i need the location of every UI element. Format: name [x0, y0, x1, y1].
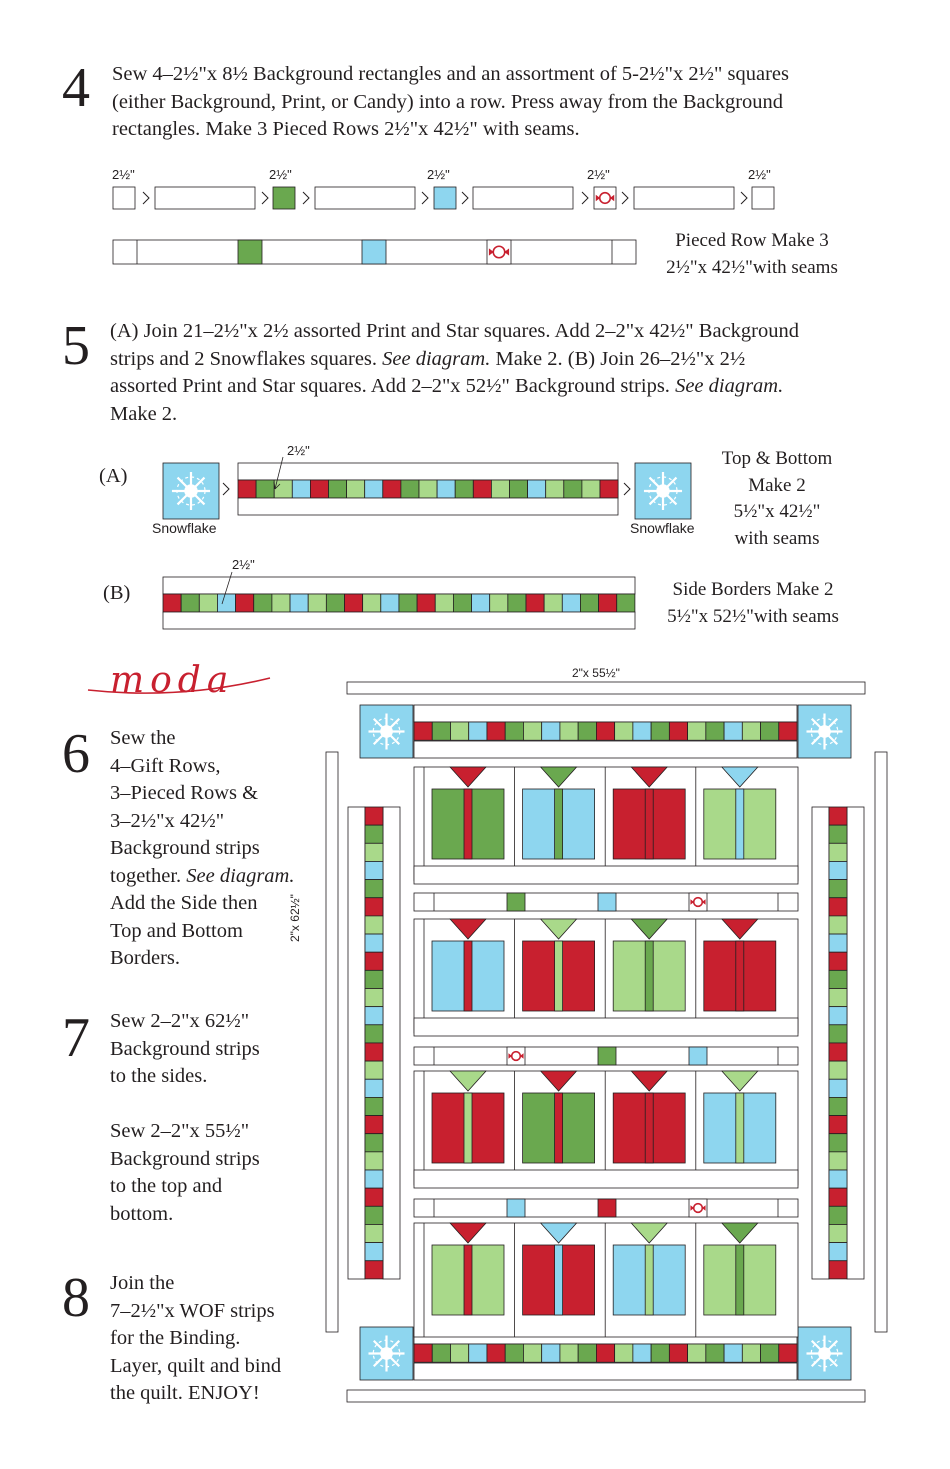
side-border-square	[365, 1152, 383, 1170]
strip-square	[542, 1344, 560, 1362]
snowflake-label-right: Snowflake	[630, 520, 695, 536]
strip-square	[469, 1344, 487, 1362]
step5-caption-b: Side Borders Make 2 5½"x 52½"with seams	[667, 579, 839, 627]
side-border-square	[829, 1043, 847, 1061]
strip-square	[399, 594, 417, 612]
square-background	[113, 187, 135, 209]
strip-square	[365, 480, 383, 498]
side-border-square	[829, 1079, 847, 1097]
strip-square	[469, 722, 487, 740]
strip-square	[542, 722, 560, 740]
strip-square	[181, 594, 199, 612]
snowflake-center-icon	[818, 1347, 831, 1360]
strip-square	[401, 480, 419, 498]
strip-square	[580, 594, 598, 612]
strip-square	[450, 1344, 468, 1362]
side-border-square	[365, 1116, 383, 1134]
side-border-square	[365, 934, 383, 952]
side-border-square	[829, 1243, 847, 1261]
side-border-square	[829, 952, 847, 970]
side-border-square	[829, 1261, 847, 1279]
step-8-number: 8	[62, 1267, 90, 1329]
step-7-instructions: Sew 2–2"x 62½" Background strips to the sides. Sew 2–2"x 55½" Background strips to the top and bottom.	[110, 1010, 260, 1225]
side-border-square	[829, 916, 847, 934]
strip-square	[617, 594, 635, 612]
strip-square	[329, 480, 347, 498]
strip-square	[688, 722, 706, 740]
side-border-square	[365, 880, 383, 898]
strip-square	[761, 722, 779, 740]
strip-square	[526, 594, 544, 612]
gift-ribbon	[645, 789, 653, 859]
strip-square	[564, 480, 582, 498]
arrow-icon	[303, 192, 309, 204]
side-border-bg	[348, 807, 365, 1279]
strip-square	[544, 594, 562, 612]
side-border-square	[829, 898, 847, 916]
step4-caption: Pieced Row Make 3 2½"x 42½"with seams	[666, 230, 838, 278]
strip-square	[199, 594, 217, 612]
strip-square	[560, 1344, 578, 1362]
strip-square	[706, 1344, 724, 1362]
arrow-icon	[422, 192, 428, 204]
side-border-bg	[847, 807, 864, 1279]
strip-square	[562, 594, 580, 612]
background-strip-top	[163, 577, 635, 594]
candy-icon	[512, 1052, 521, 1061]
gift-ribbon	[645, 1093, 653, 1163]
strip-square	[742, 1344, 760, 1362]
strip-square	[615, 1344, 633, 1362]
strip-square	[706, 722, 724, 740]
rect-background	[315, 187, 415, 209]
step-6-number: 6	[62, 723, 90, 785]
strip-square	[453, 594, 471, 612]
side-border-square	[365, 1097, 383, 1115]
strip-square	[599, 594, 617, 612]
border-strip-right	[875, 752, 887, 1332]
candy-icon	[600, 193, 611, 204]
border-strip-left	[326, 752, 338, 1332]
strip-square	[326, 594, 344, 612]
gift-ribbon	[555, 789, 563, 859]
strip-square	[417, 594, 435, 612]
arrow-icon	[223, 483, 229, 495]
side-border-square	[829, 934, 847, 952]
strip-square	[383, 480, 401, 498]
square	[507, 893, 525, 911]
square	[598, 1199, 616, 1217]
strip-square	[236, 594, 254, 612]
step4-square-label: 2½"	[427, 167, 450, 182]
step-8-instructions: Join the 7–2½"x WOF strips for the Binding. Layer, quilt and bind the quilt. ENJOY!	[110, 1272, 282, 1404]
rect-background	[634, 187, 734, 209]
strip-square	[633, 722, 651, 740]
step5-b-label: (B)	[103, 582, 131, 604]
strip-square	[633, 1344, 651, 1362]
strip-square	[450, 722, 468, 740]
gift-ribbon	[645, 941, 653, 1011]
side-border-square	[829, 1152, 847, 1170]
step-5-number: 5	[62, 315, 90, 377]
strip-square	[546, 480, 564, 498]
strip-square	[578, 1344, 596, 1362]
strip-square	[487, 722, 505, 740]
gift-ribbon	[464, 941, 472, 1011]
step-4-line: rectangles. Make 3 Pieced Rows 2½"x 42½" with seams.	[112, 118, 580, 140]
snowflake-center-icon	[380, 725, 393, 738]
strip-square	[523, 722, 541, 740]
strip-square	[651, 722, 669, 740]
strip-square	[505, 1344, 523, 1362]
strip-square	[487, 1344, 505, 1362]
gift-ribbon	[736, 941, 744, 1011]
strip-square	[432, 1344, 450, 1362]
side-border-square	[365, 1025, 383, 1043]
square	[362, 240, 386, 264]
side-border-square	[365, 1061, 383, 1079]
candy-icon	[493, 246, 505, 258]
side-border-square	[365, 861, 383, 879]
candy-icon	[694, 898, 703, 907]
arrow-icon	[462, 192, 468, 204]
strip-square	[578, 722, 596, 740]
gift-ribbon	[464, 1093, 472, 1163]
square-print	[273, 187, 295, 209]
side-border-bg	[383, 807, 400, 1279]
strip-square	[669, 722, 687, 740]
strip-square	[455, 480, 473, 498]
strip-square	[414, 1344, 432, 1362]
side-border-square	[365, 1206, 383, 1224]
strip-square	[256, 480, 274, 498]
step4-square-label: 2½"	[112, 167, 135, 182]
strip-square	[491, 480, 509, 498]
snowflake-center-icon	[656, 484, 669, 497]
gift-ribbon	[645, 1245, 653, 1315]
strip-square	[508, 594, 526, 612]
step-4-line: Sew 4–2½"x 8½ Background rectangles and an assortment of 5-2½"x 2½" squares	[112, 63, 789, 85]
step5-b-square-label: 2½"	[232, 557, 255, 572]
side-border-square	[829, 880, 847, 898]
side-border-square	[829, 807, 847, 825]
gift-ribbon	[555, 1093, 563, 1163]
strip-square	[528, 480, 546, 498]
snowflake-center-icon	[184, 484, 197, 497]
step5-caption-a: Top & Bottom Make 2 5½"x 42½" with seams	[721, 448, 833, 549]
arrow-icon	[143, 192, 149, 204]
strip-square	[435, 594, 453, 612]
rect-background	[155, 187, 255, 209]
gift-ribbon	[464, 1245, 472, 1315]
border-background	[414, 741, 797, 758]
side-border-square	[365, 825, 383, 843]
sashing-strip	[414, 1018, 798, 1036]
side-border-square	[829, 1007, 847, 1025]
candy-icon	[694, 1204, 703, 1213]
side-border-square	[365, 1043, 383, 1061]
side-border-square	[365, 843, 383, 861]
side-border-square	[829, 1206, 847, 1224]
strip-square	[724, 722, 742, 740]
border-strip-bottom	[347, 1390, 865, 1402]
background-strip-top	[238, 463, 618, 480]
strip-square	[688, 1344, 706, 1362]
strip-square	[651, 1344, 669, 1362]
strip-square	[596, 1344, 614, 1362]
side-border-square	[365, 970, 383, 988]
gift-ribbon	[464, 789, 472, 859]
step4-square-label: 2½"	[269, 167, 292, 182]
side-border-bg	[812, 807, 829, 1279]
side-border-square	[365, 1079, 383, 1097]
square	[689, 1047, 707, 1065]
side-border-square	[829, 1116, 847, 1134]
square	[507, 1199, 525, 1217]
strip-square	[347, 480, 365, 498]
square-print	[434, 187, 456, 209]
side-border-square	[829, 1061, 847, 1079]
strip-square	[381, 594, 399, 612]
strip-square	[217, 594, 235, 612]
strip-square	[742, 722, 760, 740]
side-border-square	[829, 1170, 847, 1188]
strip-square	[724, 1344, 742, 1362]
strip-square	[510, 480, 528, 498]
moda-logo: moda	[110, 660, 235, 701]
square	[598, 1047, 616, 1065]
strip-square	[310, 480, 328, 498]
strip-square	[414, 722, 432, 740]
gift-ribbon	[736, 1245, 744, 1315]
quilt-side-strip-label: 2"x 62½"	[288, 894, 302, 942]
step4-square-label: 2½"	[748, 167, 771, 182]
square-background	[752, 187, 774, 209]
step-4-number: 4	[62, 57, 90, 119]
gift-ribbon	[555, 1245, 563, 1315]
step-5-instructions: (A) Join 21–2½"x 2½ assorted Print and Star squares. Add 2–2"x 42½" Background strips and 2 Snowflakes squares. See diagram. Make 2. (B) Join 26–2½"x 2½ assorted Print and Star squares. Add 2–2"x 52½" Background strips. See diagram. Make 2.	[110, 320, 800, 425]
strip-square	[505, 722, 523, 740]
strip-square	[582, 480, 600, 498]
side-border-square	[829, 1025, 847, 1043]
strip-square	[437, 480, 455, 498]
step-6-instructions: Sew the 4–Gift Rows, 3–Pieced Rows & 3–2½"x 42½" Background strips together. See diagram. Add the Side then Top and Bottom Borders.	[110, 727, 295, 969]
side-border-square	[829, 1134, 847, 1152]
side-border-square	[365, 916, 383, 934]
strip-square	[292, 480, 310, 498]
step-4-line: (either Background, Print, or Candy) into a row. Press away from the Background	[112, 90, 784, 113]
arrow-icon	[622, 192, 628, 204]
side-border-square	[365, 1243, 383, 1261]
strip-square	[523, 1344, 541, 1362]
side-border-square	[365, 807, 383, 825]
side-border-square	[829, 1097, 847, 1115]
background-strip-bottom	[238, 498, 618, 515]
side-border-square	[829, 970, 847, 988]
side-border-square	[829, 825, 847, 843]
strip-square	[345, 594, 363, 612]
side-border-square	[365, 1188, 383, 1206]
side-border-square	[829, 1188, 847, 1206]
strip-square	[600, 480, 618, 498]
strip-square	[238, 480, 256, 498]
side-border-square	[829, 989, 847, 1007]
step4-square-label: 2½"	[587, 167, 610, 182]
arrow-icon	[582, 192, 588, 204]
snowflake-center-icon	[380, 1347, 393, 1360]
strip-square	[272, 594, 290, 612]
strip-square	[308, 594, 326, 612]
strip-square	[779, 1344, 797, 1362]
strip-square	[254, 594, 272, 612]
gift-ribbon	[555, 941, 563, 1011]
square	[238, 240, 262, 264]
side-border-square	[365, 898, 383, 916]
side-border-square	[365, 1007, 383, 1025]
side-border-square	[365, 1261, 383, 1279]
side-border-square	[365, 1224, 383, 1242]
side-border-square	[829, 843, 847, 861]
snowflake-center-icon	[818, 725, 831, 738]
strip-square	[669, 1344, 687, 1362]
sashing-strip	[414, 866, 798, 884]
strip-square	[761, 1344, 779, 1362]
side-border-square	[829, 1224, 847, 1242]
side-border-square	[365, 1134, 383, 1152]
side-border-square	[365, 952, 383, 970]
strip-square	[490, 594, 508, 612]
strip-square	[596, 722, 614, 740]
strip-square	[363, 594, 381, 612]
side-border-square	[365, 1170, 383, 1188]
gift-ribbon	[736, 1093, 744, 1163]
arrow-icon	[262, 192, 268, 204]
border-background	[414, 705, 797, 722]
gift-ribbon	[736, 789, 744, 859]
quilt-top-strip-label: 2"x 55½"	[572, 666, 620, 680]
sashing-strip	[414, 1170, 798, 1188]
arrow-icon	[741, 192, 747, 204]
side-border-square	[829, 861, 847, 879]
strip-square	[432, 722, 450, 740]
step-7-number: 7	[62, 1007, 90, 1069]
step5-a-square-label: 2½"	[287, 443, 310, 458]
snowflake-label-left: Snowflake	[152, 520, 217, 536]
strip-square	[615, 722, 633, 740]
strip-square	[473, 480, 491, 498]
rect-background	[473, 187, 573, 209]
strip-square	[419, 480, 437, 498]
side-border-square	[365, 989, 383, 1007]
square	[598, 893, 616, 911]
step5-a-label: (A)	[99, 465, 128, 487]
background-strip-bottom	[163, 612, 635, 629]
strip-square	[779, 722, 797, 740]
arrow-icon	[624, 483, 630, 495]
border-background	[414, 1363, 797, 1380]
strip-square	[290, 594, 308, 612]
strip-square	[472, 594, 490, 612]
border-strip-top	[347, 682, 865, 694]
strip-square	[560, 722, 578, 740]
strip-square	[163, 594, 181, 612]
